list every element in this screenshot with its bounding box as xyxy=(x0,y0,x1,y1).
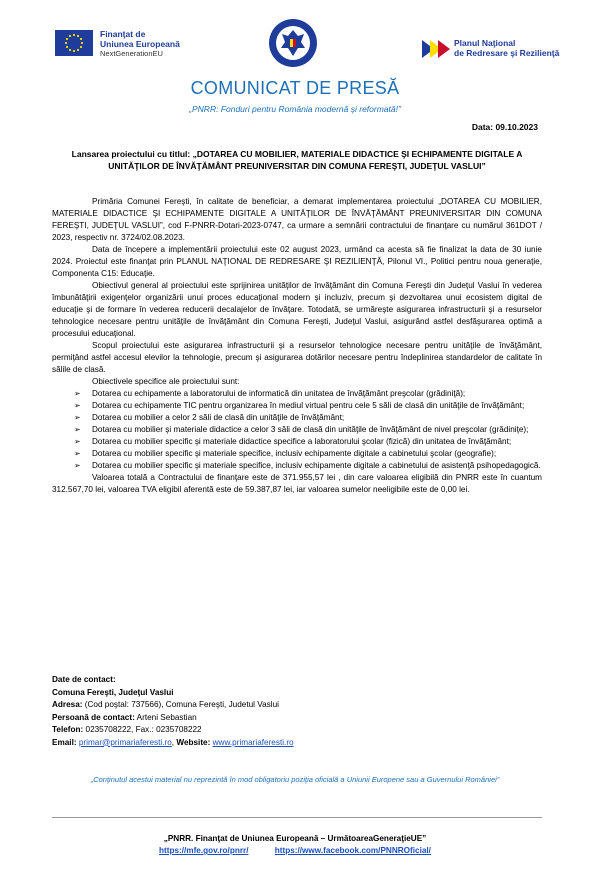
eu-line3: NextGenerationEU xyxy=(100,49,163,58)
eu-flag-icon xyxy=(55,30,93,56)
eu-logo-text xyxy=(100,29,220,59)
objective-item xyxy=(52,388,542,400)
phone-label: Telefon: xyxy=(52,725,84,734)
lead-title: Lansarea proiectului cu titlul: „DOTAREA CU MOBILIER, MATERIALE DIDACTICE ŞI ECHIPAMENTE DIGITALE A UNITĂŢILOR DE ÎNVĂŢĂMÂNT PREUNIVERSITAR DIN COMUNA FEREŞTI, JUDEŢUL VASLUI” xyxy=(71,149,523,171)
document-date: Data: 09.10.2023 xyxy=(471,122,538,132)
contact-org: Comuna Fereşti, Judeţul Vaslui xyxy=(52,687,174,697)
objective-item xyxy=(52,448,542,460)
eu-line1: Finanţat de xyxy=(100,29,146,39)
mfe-link[interactable]: https://mfe.gov.ro/pnrr/ xyxy=(159,846,249,855)
objective-item xyxy=(52,424,542,436)
objective-text: Dotarea cu mobilier a celor 2 săli de clasă din unităţile de învăţământ; xyxy=(92,413,345,422)
phone-value: 0235708222, Fax.: 0235708222 xyxy=(85,725,202,734)
footer xyxy=(0,833,590,857)
website-label: Website: xyxy=(176,737,211,747)
paragraph: Obiectivul general al proiectului este sprijinirea unităţilor de învăţământ din Comuna Fereşti din Judeţul Vaslui în vederea îmbunătăţirii exigenţelor organizării unui proces educaţional modern şi incluziv, precum şi dezvoltarea unui ecosistem digital de educaţie şi de formare în vederea reducerii decalajelor de învăţare. Totodată, se urmăreşte asigurarea infrastructurii şi a resurselor tehnologice necesare pentru unităţile de învăţământ din Comuna Fereşti, Judeţul Vaslui, asigurând astfel desfăşurarea optimă a procesului educaţional. xyxy=(52,281,542,338)
header xyxy=(0,18,590,68)
website-link[interactable]: www.primariaferesti.ro xyxy=(212,737,294,747)
footer-links xyxy=(0,845,590,857)
objective-text: Dotarea cu mobilier specific şi materiale specifice, inclusiv echipamente digitale a cabinetului şcolar (geografie); xyxy=(92,449,497,458)
arrow-bullet-icon: ➢ xyxy=(74,449,81,458)
pnrr-line2: de Redresare şi Rezilienţă xyxy=(454,48,560,58)
government-seal-icon xyxy=(268,18,318,68)
facebook-link[interactable]: https://www.facebook.com/PNNROficial/ xyxy=(274,846,431,855)
contact-address xyxy=(52,699,542,712)
arrow-bullet-icon: ➢ xyxy=(74,413,81,422)
objective-item xyxy=(52,412,542,424)
disclaimer: „Conţinutul acestui material nu reprezintă în mod obligatoriu poziţia oficială a Uniunii Europene sau a Guvernului României” xyxy=(90,775,500,784)
footer-divider xyxy=(52,817,542,818)
pnrr-logo-text xyxy=(454,38,590,58)
contact-person xyxy=(52,712,542,725)
contact-block xyxy=(52,674,542,749)
eu-line2: Uniunea Europeană xyxy=(100,39,180,49)
objective-item xyxy=(52,400,542,412)
contact-phone xyxy=(52,724,542,737)
paragraph: Data de începere a implementării proiectului este 02 august 2023, urmând ca acesta să fie finalizat la data de 30 iunie 2024. Proiectul este finanţat prin PLANUL NAŢIONAL DE REDRESARE ŞI REZILIENŢĂ, Pilonul VI., Politici pentru noua generaţie, Componenta C15: Educaţie. xyxy=(52,245,542,278)
arrow-bullet-icon: ➢ xyxy=(74,437,81,446)
email-link[interactable]: primar@primariaferesti.ro xyxy=(78,737,172,747)
objective-text: Dotarea cu mobilier şi materiale didactice a celor 3 săli de clasă din unităţile de învăţământ de nivel preşcolar (grădiniţe); xyxy=(92,425,529,434)
contact-heading: Date de contact: xyxy=(52,675,116,684)
objectives-heading: Obiectivele specifice ale proiectului sunt: xyxy=(92,377,240,386)
paragraph: Scopul proiectului este asigurarea infrastructurii şi a resurselor tehnologice necesare pentru unităţile de învăţământ, permiţând astfel accesul elevilor la tehnologie, precum şi asigurarea dotărilor necesare pentru îndeplinirea standardelor de calitate în sălile de clasă. xyxy=(52,341,542,374)
objective-item xyxy=(52,460,542,472)
body-text xyxy=(52,196,542,496)
objective-text: Dotarea cu echipamente TIC pentru organizarea în mediul virtual pentru cele 5 săli de clasă din unităţile de învăţământ; xyxy=(92,401,525,410)
person-value: Arteni Sebastian xyxy=(136,712,197,722)
arrow-bullet-icon: ➢ xyxy=(74,389,81,398)
person-label: Persoană de contact: xyxy=(52,712,135,722)
arrow-bullet-icon: ➢ xyxy=(74,425,81,434)
page-subtitle: „PNRR: Fonduri pentru România modernă şi reformată!” xyxy=(189,104,401,114)
pnrr-line1: Planul Naţional xyxy=(454,38,516,48)
objective-text: Dotarea cu echipamente a laboratorului de informatică din unitatea de învăţământ preşcolar (grădiniţă); xyxy=(92,389,466,398)
value-paragraph: Valoarea totală a Contractului de finanţare este de 371.955,57 lei , din care valoarea eligibilă din PNRR este în cuantum 312.567,70 lei, valoarea TVA eligibil aferentă este de 59.387,87 lei, iar valoarea sumelor neeligibile este de 0,00 lei. xyxy=(52,473,542,494)
arrow-bullet-icon: ➢ xyxy=(74,401,81,410)
address-label: Adresa: xyxy=(52,700,83,709)
objective-text: Dotarea cu mobilier specific şi materiale didactice specifice a laboratorului şcolar (fizică) din unitatea de învăţământ; xyxy=(92,437,512,446)
arrow-bullet-icon: ➢ xyxy=(74,461,81,470)
page-title: COMUNICAT DE PRESĂ xyxy=(190,78,400,98)
footer-tagline: „PNRR. Finanţat de Uniunea Europeană – UrmătoareaGeneraţieUE” xyxy=(163,834,427,843)
objective-text: Dotarea cu mobilier specific şi materiale specifice, inclusiv echipamente digitale a cabinetului de asistenţă psihopedagogică. xyxy=(92,461,541,470)
pnrr-flag-icon xyxy=(420,38,450,60)
paragraph: Primăria Comunei Fereşti, în calitate de beneficiar, a demarat implementarea proiectului „DOTAREA CU MOBILIER, MATERIALE DIDACTICE ŞI ECHIPAMENTE DIGITALE A UNITĂŢILOR DE ÎNVĂŢĂMÂNT PREUNIVERSITAR DIN COMUNA FEREŞTI, JUDEŢUL VASLUI”, cod F-PNRR-Dotari-2023-0747, ca urmare a semnării contractului de finanţare cu numărul 361DOT / 2023, respectiv nr. 3724/02.08.2023. xyxy=(52,197,542,242)
objective-item xyxy=(52,436,542,448)
email-label: Email: xyxy=(52,737,77,747)
address-value: (Cod poştal: 737566), Comuna Fereşti, Judetul Vaslui xyxy=(84,700,279,709)
contact-email-website: Email: primar@primariaferesti.ro, Website: www.primariaferesti.ro xyxy=(52,737,294,747)
